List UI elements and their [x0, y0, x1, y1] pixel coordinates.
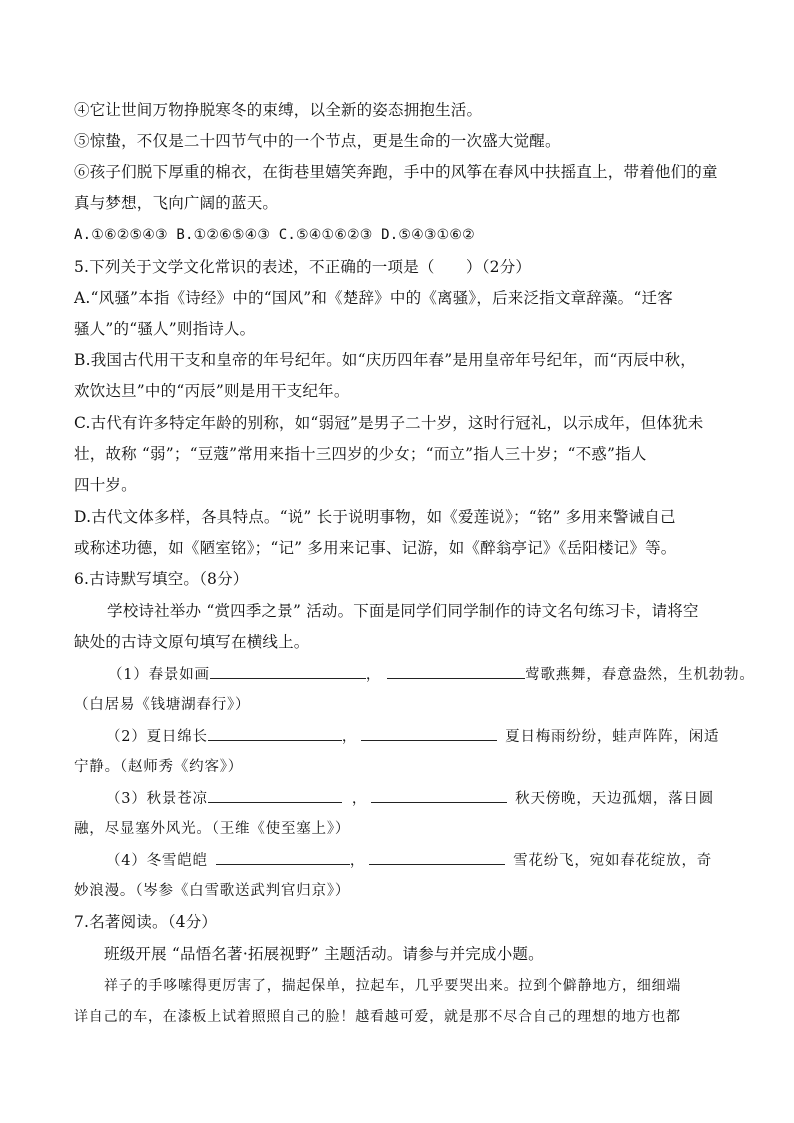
fill-4-source: 妙浪漫。（岑参《白雪歌送武判官归京》） [74, 883, 351, 899]
fill-3-blank-b[interactable] [371, 788, 507, 803]
q5-option-c-line-1: C.古代有许多特定年龄的别称，如“弱冠”是男子二十岁，这时行冠礼，以示成年，但体犹未 [74, 414, 704, 432]
fill-2-source: 宁静。（赵师秀《约客》） [74, 759, 244, 775]
fill-2-comma: ， [341, 729, 358, 745]
fill-2-blank-b[interactable] [361, 726, 497, 741]
q5-option-c-line-2: 壮，故称 “弱”；“豆蔻”常用来指十三四岁的少女；“而立”指人三十岁；“不惑”指人 [74, 445, 647, 463]
q5-option-a-line-2: 骚人”的“骚人”则指诗人。 [74, 320, 256, 338]
fill-item-3 [106, 788, 776, 809]
fill-3-prefix: （3）秋景苍凉 [106, 791, 208, 807]
q6-intro-line-1: 学校诗社举办 “赏四季之景” 活动。下面是同学们同学制作的诗文名句练习卡，请将空 [107, 602, 699, 620]
sentence-4: ④它让世间万物挣脱寒冬的束缚，以全新的姿态拥抱生活。 [74, 101, 483, 119]
fill-3-comma: ， [351, 791, 368, 807]
question-6-stem: 6.古诗默写填空。（8分） [74, 570, 249, 588]
fill-3-source: 融，尽显塞外风光。（王维《使至塞上》） [74, 821, 351, 837]
fill-item-1 [108, 664, 778, 685]
q5-option-d-line-1: D.古代文体多样，各具特点。“说” 长于说明事物，如《爱莲说》；“铭” 多用来警诫自己 [74, 508, 676, 526]
question-5-stem: 5.下列关于文学文化常识的表述，不正确的一项是（ ）（2分） [74, 258, 532, 276]
fill-1-suffix: 莺歌燕舞，春意盎然，生机勃勃。 [525, 667, 755, 683]
fill-4-blank-a[interactable] [216, 850, 350, 865]
fill-2-suffix: 夏日梅雨纷纷，蛙声阵阵，闲适 [505, 729, 720, 745]
q5-option-b-line-2: 欢饮达旦”中的“丙辰”则是用干支纪年。 [74, 382, 350, 400]
fill-2-prefix: （2）夏日绵长 [106, 729, 208, 745]
fill-4-blank-b[interactable] [369, 850, 505, 865]
question-7-stem: 7.名著阅读。（4分） [74, 913, 218, 931]
fill-1-comma: ， [365, 667, 382, 683]
q5-option-c-line-3: 四十岁。 [74, 476, 137, 494]
fill-1-blank-b[interactable] [387, 664, 525, 679]
q5-option-a-line-1: A.“风骚”本指《诗经》中的“国风”和《楚辞》中的《离骚》，后来泛指文章辞藻。“迁客 [74, 289, 673, 307]
fill-3-blank-a[interactable] [208, 788, 342, 803]
fill-2-blank-a[interactable] [208, 726, 342, 741]
sentence-5: ⑤惊蛰，不仅是二十四节气中的一个节点，更是生命的一次盛大觉醒。 [74, 132, 561, 150]
fill-4-suffix: 雪花纷飞，宛如春花绽放，奇 [513, 853, 713, 869]
sentence-6-line-2: 真与梦想，飞向广阔的蓝天。 [74, 194, 279, 212]
fill-1-prefix: （1）春景如画 [108, 667, 210, 683]
question-4-options: A.①⑥②⑤④③ B.①②⑥⑤④③ C.⑤④①⑥②③ D.⑤④③①⑥② [74, 227, 475, 243]
fill-4-prefix: （4）冬雪皑皑 [106, 853, 208, 869]
q6-intro-line-2: 缺处的古诗文原句填写在横线上。 [74, 633, 310, 651]
fill-item-4 [106, 850, 776, 871]
sentence-6-line-1: ⑥孩子们脱下厚重的棉衣，在街巷里嬉笑奔跑，手中的风筝在春风中扶摇直上，带着他们的童 [74, 163, 718, 181]
q7-passage-line-2: 详自己的车，在漆板上试着照照自己的脸！越看越可爱，就是那不尽合自己的理想的地方也都 [74, 1009, 681, 1025]
q7-passage-line-1: 祥子的手哆嗦得更厉害了，揣起保单，拉起车，几乎要哭出来。拉到个僻静地方，细细端 [104, 978, 682, 994]
fill-3-suffix: 秋天傍晚，天边孤烟，落日圆 [515, 791, 715, 807]
fill-1-source: （白居易《钱塘湖春行》） [74, 697, 251, 713]
q7-intro: 班级开展 “品悟名著·拓展视野” 主题活动。请参与并完成小题。 [104, 945, 544, 963]
fill-item-2 [106, 726, 776, 747]
q5-option-b-line-1: B.我国古代用干支和皇帝的年号纪年。如“庆历四年春”是用皇帝年号纪年，而“丙辰中秋， [74, 351, 696, 369]
fill-4-comma: ， [349, 853, 366, 869]
fill-1-blank-a[interactable] [210, 664, 366, 679]
q5-option-d-line-2: 或称述功德，如《陋室铭》；“记” 多用来记事、记游，如《醉翁亭记》《岳阳楼记》等。 [74, 539, 677, 557]
